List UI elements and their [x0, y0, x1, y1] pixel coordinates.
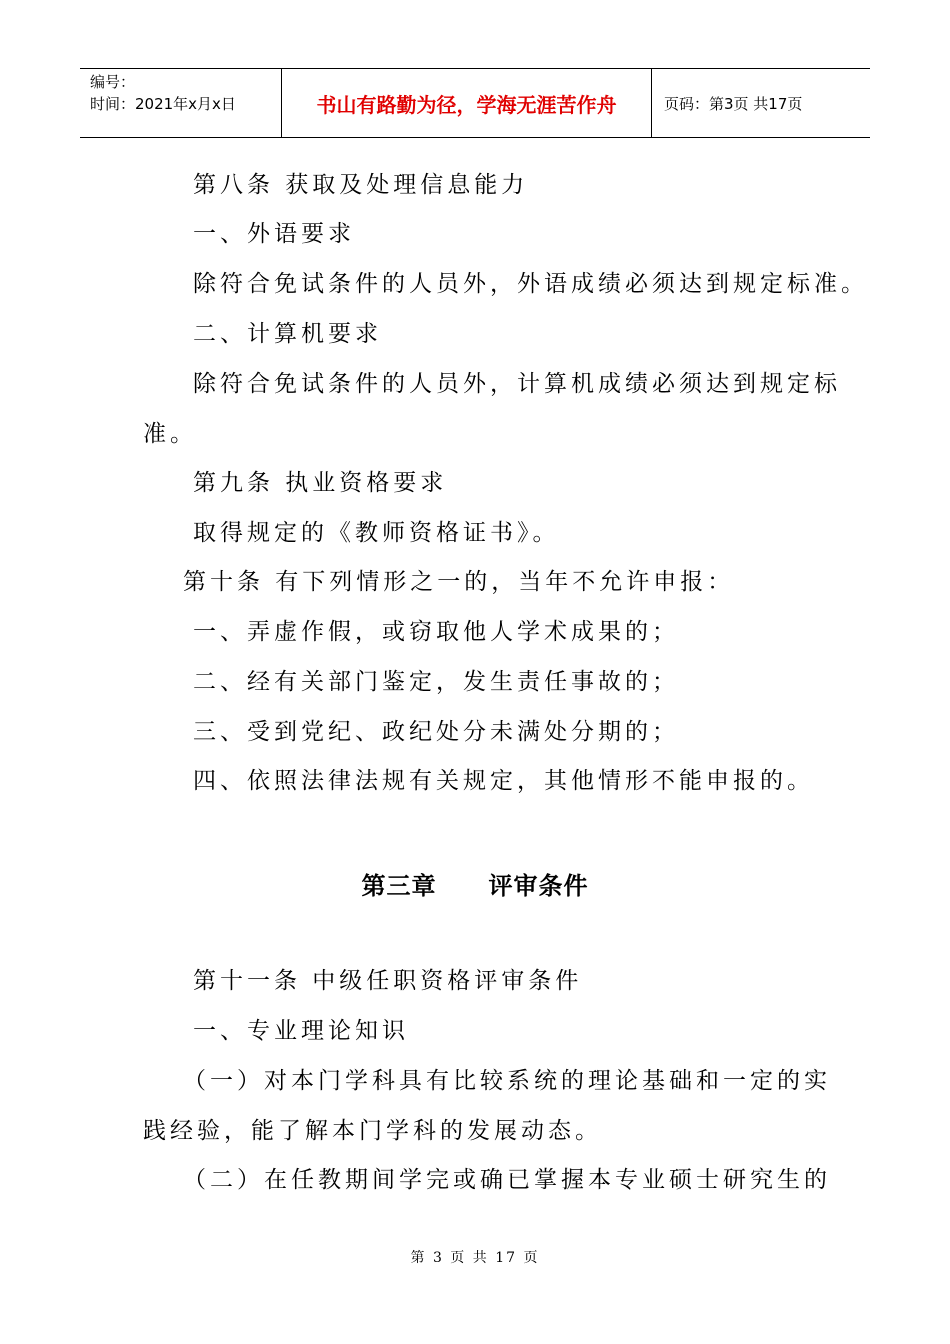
- paragraph-line: 取得规定的《教师资格证书》。: [193, 520, 560, 546]
- paragraph-line: （一）对本门学科具有比较系统的理论基础和一定的实: [183, 1068, 831, 1094]
- header-page-info: 页码：第3页 共17页: [664, 94, 803, 113]
- list-item: 四、依照法律法规有关规定，其他情形不能申报的。: [193, 768, 814, 794]
- article-9-heading: 第九条 执业资格要求: [193, 470, 448, 496]
- header-motto: 书山有路勤为径，学海无涯苦作舟: [282, 69, 652, 137]
- header-number: 编号：: [90, 73, 136, 91]
- article-11-heading: 第十一条 中级任职资格评审条件: [193, 968, 583, 994]
- list-item: 二、经有关部门鉴定，发生责任事故的；: [193, 669, 679, 695]
- computer-heading: 二、计算机要求: [193, 321, 382, 347]
- header-meta: [80, 69, 282, 137]
- paragraph-line: （二）在任教期间学完或确已掌握本专业硕士研究生的: [183, 1167, 831, 1193]
- chapter-title: 评审条件: [488, 872, 589, 900]
- list-item: 三、受到党纪、政纪处分未满处分期的；: [193, 719, 679, 745]
- chapter-number: 第三章: [361, 872, 437, 900]
- paragraph-line: 践经验，能了解本门学科的发展动态。: [143, 1118, 602, 1144]
- article-8-heading: 第八条 获取及处理信息能力: [193, 172, 529, 198]
- professional-knowledge-heading: 一、专业理论知识: [193, 1018, 409, 1044]
- page-header: [80, 68, 870, 138]
- list-item: 一、弄虚作假，或窃取他人学术成果的；: [193, 619, 679, 645]
- header-time: 时间：2021年x月x日: [90, 95, 236, 113]
- chapter-heading: [0, 866, 950, 901]
- page-footer: 第 3 页 共 17 页: [410, 1250, 540, 1266]
- foreign-language-heading: 一、外语要求: [193, 221, 355, 247]
- article-10-heading: 第十条 有下列情形之一的，当年不允许申报：: [183, 569, 735, 595]
- paragraph-line: 准。: [143, 421, 197, 447]
- paragraph-line: 除符合免试条件的人员外，外语成绩必须达到规定标准。: [193, 271, 868, 297]
- paragraph-line: 除符合免试条件的人员外，计算机成绩必须达到规定标: [193, 371, 841, 397]
